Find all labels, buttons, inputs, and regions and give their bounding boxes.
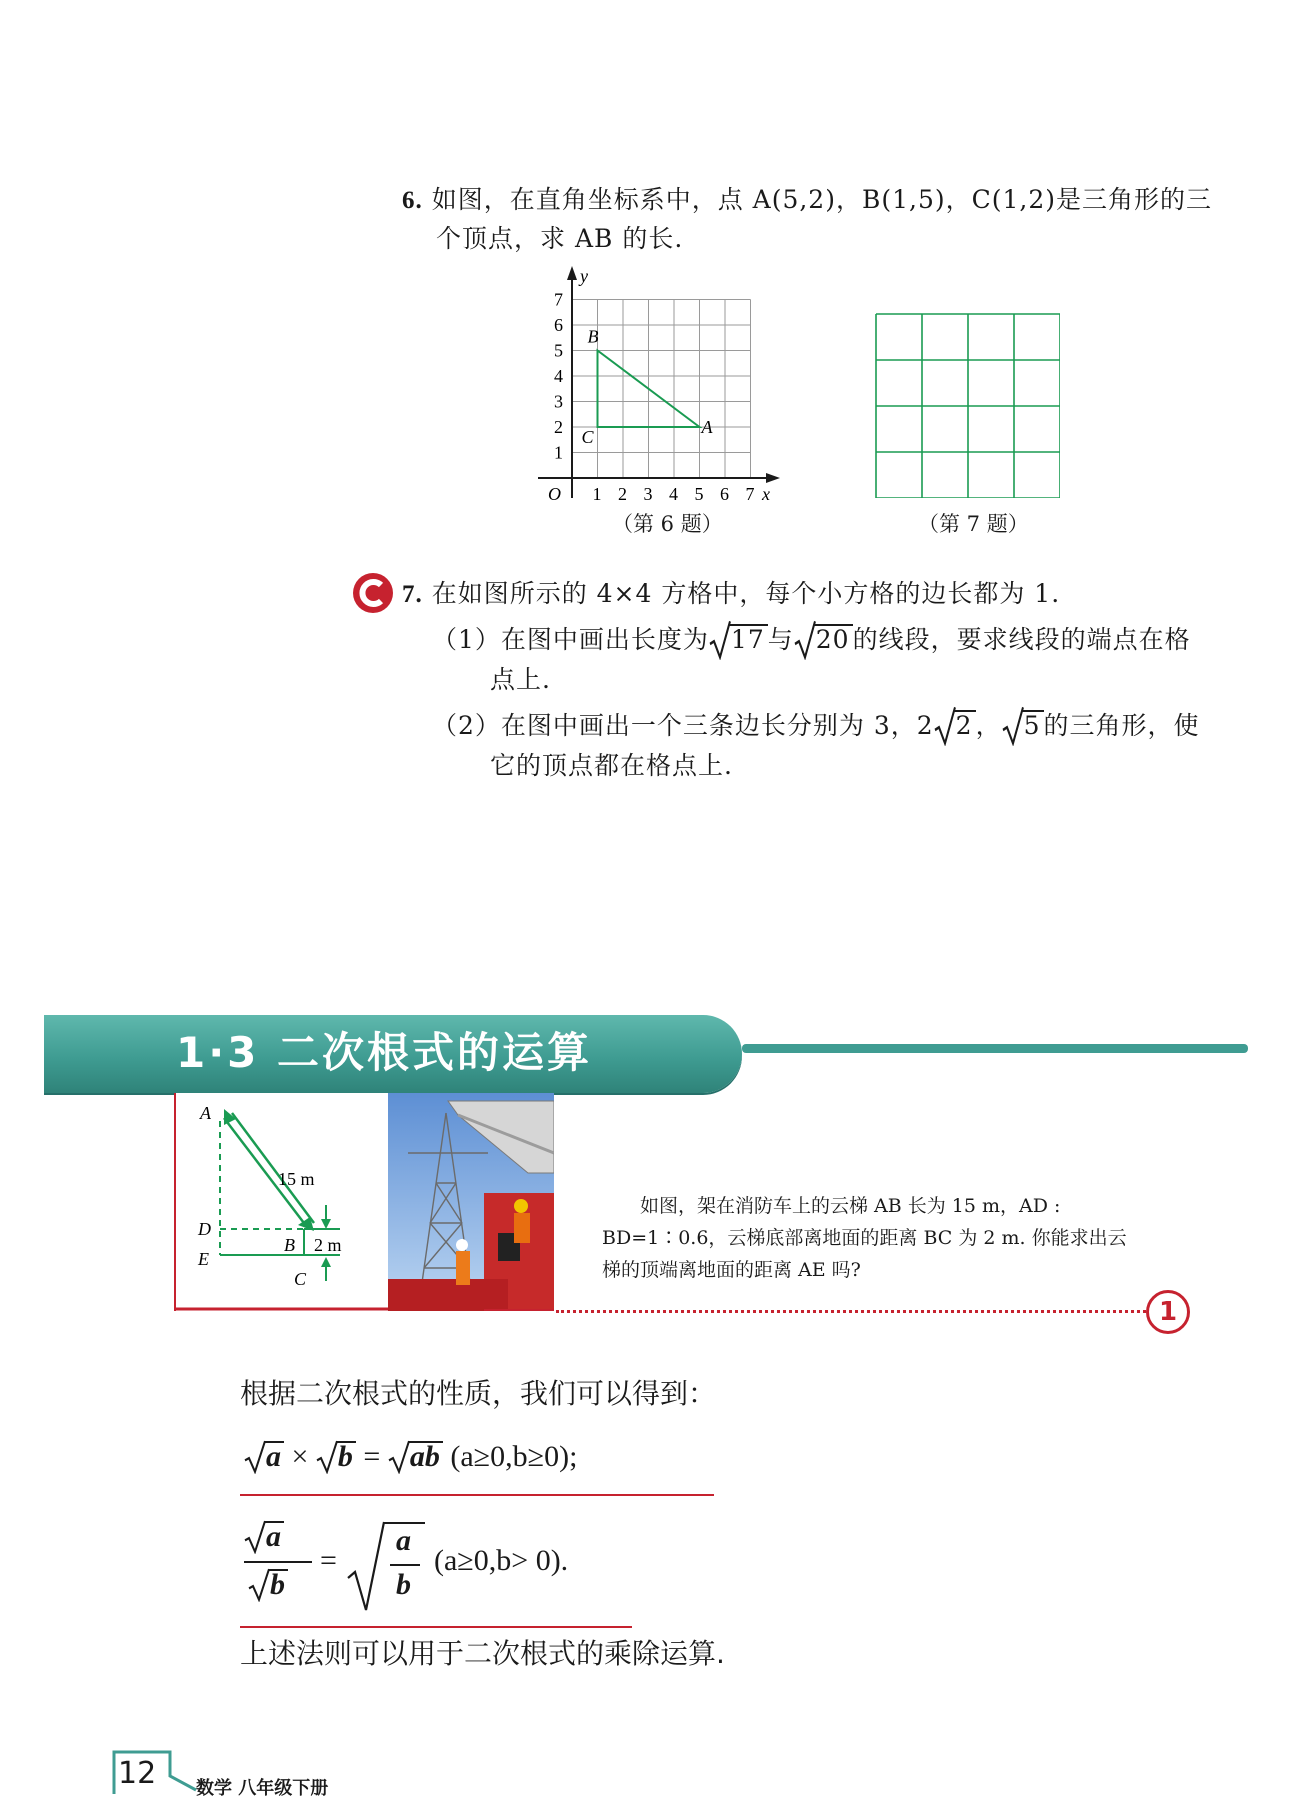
ladder-diagram [174,1093,388,1311]
section-title: 1·3 二次根式的运算 [176,1028,593,1077]
radical-icon [1002,706,1024,746]
intro-marker: 1 [1146,1290,1190,1334]
f2-denominator [248,1568,288,1602]
q6-point-label-c: C [581,427,594,447]
f2-inner-b: b [396,1568,411,1601]
q7-line1 [402,574,1060,615]
q6-y-tick-label: 4 [554,366,563,386]
q6-point-label-b: B [587,326,599,347]
q7-grid-lines [876,314,1060,498]
f1-eq: = [363,1440,381,1473]
formula-quotient-underline [240,1626,632,1628]
q6-line2 [436,219,683,259]
formula-quotient [244,1520,644,1620]
q6-y-tick-label: 7 [554,289,563,310]
formula-product-underline [240,1494,714,1496]
q6-grid [572,300,751,479]
f1-a: a [264,1441,284,1471]
q6-x-tick-label: 7 [745,484,755,504]
footer-book-title: 数学 八年级下册 [196,1778,329,1799]
intro-paragraph: 如图，架在消防车上的云梯 AB 长为 15 m，AD : BD=1∶0.6，云梯底部离地面的距离 BC 为 2 m. 你能求出云梯的顶端离地面的距离 AE 吗? [602,1195,1127,1281]
q6-text-line2: 个顶点，求 AB 的长. [436,224,684,253]
q7-p2-radicand1: 2 [954,710,976,740]
page-number: 12 [118,1756,157,1791]
q7-text-line1: 在如图所示的 4×4 方格中，每个小方格的边长都为 1. [431,579,1061,608]
q7-p1-radicand1: 17 [729,624,768,654]
q6-x-arrow-icon [766,473,780,483]
q6-line1 [402,180,1212,221]
radical-icon [709,620,731,660]
q6-x-ticks [593,484,755,504]
q7-p1-line2: 点上. [490,665,551,694]
radical-icon [244,1440,266,1474]
q7-square-grid [874,312,1060,498]
q6-y-tick-label: 2 [554,417,563,437]
f1-ab: ab [408,1441,443,1471]
q7-p2-sqrt-5 [1002,706,1044,746]
q6-text-line1: 如图，在直角坐标系中，点 A(5,2)，B(1,5)，C(1,2)是三角形的三 [431,185,1213,214]
q7-p2-suffix: 的三角形，使 [1043,711,1200,740]
q6-y-arrow-icon [567,266,577,280]
label-b: B [284,1235,295,1255]
radical-icon [794,620,816,660]
label-a: A [200,1103,211,1123]
label-d: D [198,1219,211,1239]
q7-p2-line2: 它的顶点都在格点上. [490,751,733,780]
radical-icon [316,1440,338,1474]
q7-part1-line1 [432,620,1191,660]
f1-sqrt-a [244,1440,284,1474]
q6-y-tick-label: 1 [554,442,563,463]
q6-y-tick-label: 3 [554,391,563,412]
q7-p1-prefix: （1）在图中画出长度为 [432,625,709,654]
fire-truck-ladder-photo [388,1093,554,1311]
q7-number: 7. [402,581,423,608]
radical-icon [244,1520,266,1554]
label-e: E [198,1249,209,1269]
radical-icon [934,706,956,746]
q7-p1-radicand2: 20 [814,624,853,654]
f2-cond: (a≥0,b> 0). [434,1544,569,1577]
radical-icon [248,1568,270,1602]
f2-numerator [244,1520,284,1554]
q6-number: 6. [402,187,423,214]
q7-p2-comma: ， [975,711,1002,740]
f1-b: b [336,1441,356,1471]
q6-x-tick-label: 3 [643,484,653,504]
f2-big-radical-icon [346,1520,386,1614]
label-c: C [294,1269,307,1289]
f2-b: b [268,1569,288,1599]
q6-x-tick-label: 4 [669,484,678,504]
f1-sqrt-b [316,1440,356,1474]
q6-x-tick-label: 5 [694,484,704,504]
label-15m: 15 m [278,1169,315,1189]
body-last-line: 上述法则可以用于二次根式的乘除运算. [240,1637,725,1670]
q6-y-tick-label: 6 [554,315,563,335]
q6-axis-y-label: y [580,266,588,286]
q6-x-tick-label: 1 [592,484,602,504]
q6-caption: （第 6 题） [612,512,723,536]
body-line1: 根据二次根式的性质，我们可以得到： [240,1377,717,1410]
q7-p2-radicand2: 5 [1022,710,1044,740]
f2-num-sqrt-a [244,1520,284,1554]
q7-p1-mid: 与 [767,625,794,654]
radical-icon [388,1440,410,1474]
q6-x-tick-label: 2 [618,484,627,504]
q7-p1-sqrt-17 [709,620,768,660]
q6-axis-x-label: x [762,484,770,504]
q6-x-tick-label: 6 [720,484,729,504]
f2-fraction-bar [244,1561,312,1563]
f2-a: a [264,1521,284,1551]
f2-den-sqrt-b [248,1568,288,1602]
f1-cond: (a≥0,b≥0); [450,1440,578,1473]
q6-coordinate-figure [530,264,790,508]
label-2m: 2 m [314,1235,342,1255]
q7-p2-prefix: （2）在图中画出一个三条边长分别为 3，2 [432,711,934,740]
q6-origin-label: O [548,484,561,504]
q6-y-tick-label: 5 [554,340,563,361]
q7-part1-line2 [490,660,551,700]
q7-part2-line2 [490,746,733,786]
f2-equals: = [320,1544,337,1577]
q6-point-label-a: A [701,417,713,437]
q7-p1-suffix: 的线段，要求线段的端点在格 [852,625,1191,654]
challenge-c-icon [352,572,394,614]
q7-p1-sqrt-20 [794,620,853,660]
f1-times: × [291,1440,309,1473]
q7-caption: （第 7 题） [918,512,1029,536]
section-banner-rule [742,1044,1248,1053]
q6-y-ticks [554,290,563,463]
f2-inner-fraction-bar [390,1564,420,1566]
q7-part2-line1 [432,706,1200,746]
f1-sqrt-ab [388,1440,443,1474]
f2-inner-a: a [396,1524,411,1557]
q7-p2-sqrt-2 [934,706,976,746]
formula-product [244,1440,577,1474]
dotted-separator [556,1310,1146,1313]
